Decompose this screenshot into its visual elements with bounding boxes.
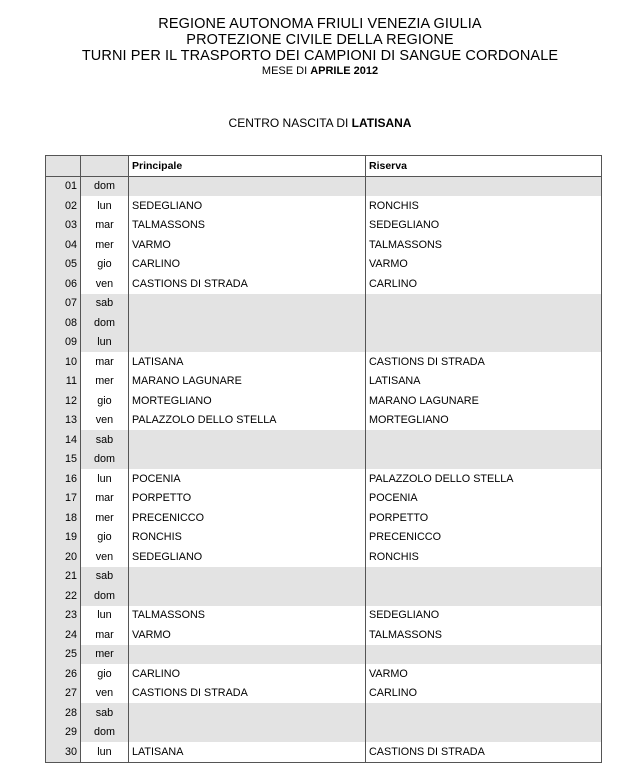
header-date — [46, 156, 81, 177]
table-row — [46, 430, 602, 450]
principale-cell: TALMASSONS — [129, 216, 366, 236]
table-row — [46, 313, 602, 333]
riserva-cell — [366, 703, 602, 723]
month-value: APRILE 2012 — [310, 65, 379, 77]
riserva-cell — [366, 645, 602, 665]
birth-centre-line — [0, 116, 640, 130]
weekday-cell: gio — [81, 664, 129, 684]
riserva-cell: VARMO — [366, 664, 602, 684]
riserva-cell: SEDEGLIANO — [366, 606, 602, 626]
riserva-cell: TALMASSONS — [366, 235, 602, 255]
principale-cell — [129, 703, 366, 723]
principale-cell: POCENIA — [129, 469, 366, 489]
principale-cell: LATISANA — [129, 742, 366, 762]
riserva-cell — [366, 450, 602, 470]
riserva-cell: CARLINO — [366, 274, 602, 294]
weekday-cell: lun — [81, 742, 129, 762]
riserva-cell — [366, 176, 602, 196]
weekday-cell: mar — [81, 489, 129, 509]
weekday-cell: gio — [81, 255, 129, 275]
principale-cell: PALAZZOLO DELLO STELLA — [129, 411, 366, 431]
date-cell: 30 — [46, 742, 81, 762]
table-row — [46, 274, 602, 294]
riserva-cell: MARANO LAGUNARE — [366, 391, 602, 411]
riserva-cell: CASTIONS DI STRADA — [366, 352, 602, 372]
date-cell: 11 — [46, 372, 81, 392]
principale-cell: CARLINO — [129, 255, 366, 275]
weekday-cell: dom — [81, 723, 129, 743]
weekday-cell: ven — [81, 547, 129, 567]
riserva-cell: CARLINO — [366, 684, 602, 704]
centre-name: LATISANA — [351, 116, 412, 130]
date-cell: 29 — [46, 723, 81, 743]
date-cell: 26 — [46, 664, 81, 684]
weekday-cell: mar — [81, 625, 129, 645]
riserva-cell: PRECENICCO — [366, 528, 602, 548]
table-row — [46, 391, 602, 411]
weekday-cell: ven — [81, 684, 129, 704]
riserva-cell — [366, 586, 602, 606]
header-principale: Principale — [129, 156, 366, 177]
riserva-cell — [366, 294, 602, 314]
date-cell: 19 — [46, 528, 81, 548]
principale-cell — [129, 313, 366, 333]
weekday-cell: ven — [81, 411, 129, 431]
principale-cell: SEDEGLIANO — [129, 547, 366, 567]
date-cell: 22 — [46, 586, 81, 606]
principale-cell: PRECENICCO — [129, 508, 366, 528]
date-cell: 12 — [46, 391, 81, 411]
weekday-cell: lun — [81, 196, 129, 216]
weekday-cell: mer — [81, 645, 129, 665]
table-row — [46, 684, 602, 704]
principale-cell — [129, 333, 366, 353]
table-row — [46, 625, 602, 645]
principale-cell: LATISANA — [129, 352, 366, 372]
riserva-cell — [366, 313, 602, 333]
table-row — [46, 528, 602, 548]
table-row — [46, 255, 602, 275]
principale-cell — [129, 645, 366, 665]
riserva-cell: PALAZZOLO DELLO STELLA — [366, 469, 602, 489]
table-row — [46, 411, 602, 431]
weekday-cell: sab — [81, 430, 129, 450]
date-cell: 14 — [46, 430, 81, 450]
weekday-cell: sab — [81, 703, 129, 723]
weekday-cell: dom — [81, 586, 129, 606]
principale-cell: MORTEGLIANO — [129, 391, 366, 411]
table-row — [46, 333, 602, 353]
table-row — [46, 567, 602, 587]
date-cell: 08 — [46, 313, 81, 333]
weekday-cell: mer — [81, 508, 129, 528]
date-cell: 06 — [46, 274, 81, 294]
date-cell: 17 — [46, 489, 81, 509]
weekday-cell: sab — [81, 567, 129, 587]
principale-cell: VARMO — [129, 235, 366, 255]
weekday-cell: gio — [81, 391, 129, 411]
weekday-cell: mer — [81, 235, 129, 255]
riserva-cell — [366, 567, 602, 587]
riserva-cell: POCENIA — [366, 489, 602, 509]
table-row — [46, 742, 602, 762]
date-cell: 09 — [46, 333, 81, 353]
date-cell: 15 — [46, 450, 81, 470]
table-row — [46, 294, 602, 314]
riserva-cell: CASTIONS DI STRADA — [366, 742, 602, 762]
principale-cell — [129, 430, 366, 450]
table-row — [46, 508, 602, 528]
date-cell: 24 — [46, 625, 81, 645]
weekday-cell: lun — [81, 469, 129, 489]
schedule-title: TURNI PER IL TRASPORTO DEI CAMPIONI DI SANGUE CORDONALE — [81, 48, 559, 64]
shift-table — [45, 155, 602, 763]
date-cell: 07 — [46, 294, 81, 314]
riserva-cell: PORPETTO — [366, 508, 602, 528]
riserva-cell — [366, 723, 602, 743]
riserva-cell: MORTEGLIANO — [366, 411, 602, 431]
weekday-cell: gio — [81, 528, 129, 548]
centre-prefix: CENTRO NASCITA DI — [228, 116, 352, 130]
principale-cell — [129, 294, 366, 314]
department-title: PROTEZIONE CIVILE DELLA REGIONE — [186, 32, 454, 48]
riserva-cell: SEDEGLIANO — [366, 216, 602, 236]
table-row — [46, 352, 602, 372]
date-cell: 21 — [46, 567, 81, 587]
table-row — [46, 372, 602, 392]
table-row — [46, 489, 602, 509]
riserva-cell — [366, 333, 602, 353]
weekday-cell: dom — [81, 313, 129, 333]
weekday-cell: mar — [81, 216, 129, 236]
table-row — [46, 235, 602, 255]
principale-cell: TALMASSONS — [129, 606, 366, 626]
principale-cell: CARLINO — [129, 664, 366, 684]
table-row — [46, 469, 602, 489]
table-header-row — [46, 156, 602, 177]
table-row — [46, 645, 602, 665]
date-cell: 02 — [46, 196, 81, 216]
table-row — [46, 723, 602, 743]
principale-cell: MARANO LAGUNARE — [129, 372, 366, 392]
weekday-cell: dom — [81, 450, 129, 470]
table-body — [46, 176, 602, 762]
date-cell: 20 — [46, 547, 81, 567]
table-row — [46, 216, 602, 236]
riserva-cell: RONCHIS — [366, 196, 602, 216]
table-row — [46, 586, 602, 606]
weekday-cell: dom — [81, 176, 129, 196]
riserva-cell: VARMO — [366, 255, 602, 275]
header-riserva: Riserva — [366, 156, 602, 177]
region-title: REGIONE AUTONOMA FRIULI VENEZIA GIULIA — [158, 16, 482, 32]
weekday-cell: ven — [81, 274, 129, 294]
principale-cell — [129, 450, 366, 470]
date-cell: 16 — [46, 469, 81, 489]
date-cell: 27 — [46, 684, 81, 704]
principale-cell: VARMO — [129, 625, 366, 645]
principale-cell: RONCHIS — [129, 528, 366, 548]
table-row — [46, 450, 602, 470]
header-day — [81, 156, 129, 177]
principale-cell — [129, 723, 366, 743]
document-header — [0, 16, 640, 79]
principale-cell: SEDEGLIANO — [129, 196, 366, 216]
date-cell: 18 — [46, 508, 81, 528]
date-cell: 04 — [46, 235, 81, 255]
date-cell: 03 — [46, 216, 81, 236]
weekday-cell: sab — [81, 294, 129, 314]
date-cell: 23 — [46, 606, 81, 626]
table-row — [46, 664, 602, 684]
weekday-cell: lun — [81, 606, 129, 626]
month-prefix: MESE DI — [261, 65, 311, 77]
table-row — [46, 606, 602, 626]
principale-cell: CASTIONS DI STRADA — [129, 274, 366, 294]
riserva-cell: TALMASSONS — [366, 625, 602, 645]
table-row — [46, 176, 602, 196]
month-line — [0, 64, 640, 79]
table-row — [46, 547, 602, 567]
table-row — [46, 703, 602, 723]
weekday-cell: mar — [81, 352, 129, 372]
principale-cell: CASTIONS DI STRADA — [129, 684, 366, 704]
date-cell: 25 — [46, 645, 81, 665]
date-cell: 01 — [46, 176, 81, 196]
weekday-cell: mer — [81, 372, 129, 392]
date-cell: 28 — [46, 703, 81, 723]
date-cell: 05 — [46, 255, 81, 275]
date-cell: 10 — [46, 352, 81, 372]
riserva-cell: RONCHIS — [366, 547, 602, 567]
riserva-cell — [366, 430, 602, 450]
table-row — [46, 196, 602, 216]
principale-cell — [129, 586, 366, 606]
principale-cell: PORPETTO — [129, 489, 366, 509]
riserva-cell: LATISANA — [366, 372, 602, 392]
weekday-cell: lun — [81, 333, 129, 353]
date-cell: 13 — [46, 411, 81, 431]
principale-cell — [129, 176, 366, 196]
principale-cell — [129, 567, 366, 587]
